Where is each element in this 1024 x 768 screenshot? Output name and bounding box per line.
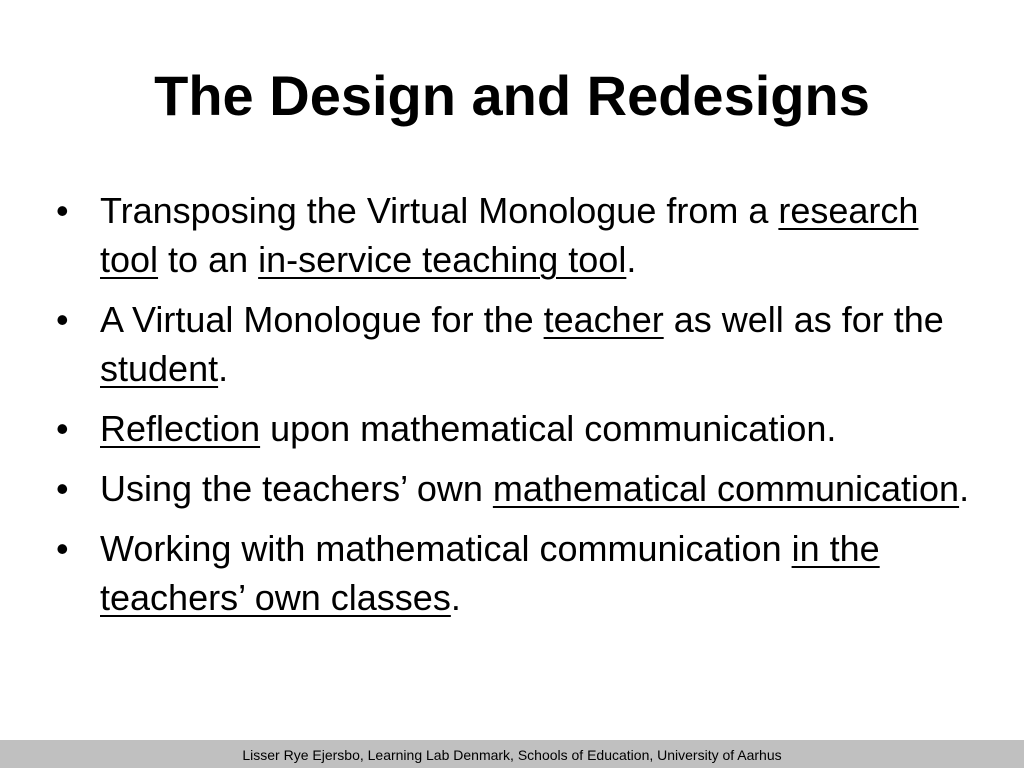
slide-footer: Lisser Rye Ejersbo, Learning Lab Denmark, Schools of Education, University of Aarhus (0, 740, 1024, 768)
bullet-text (100, 190, 918, 280)
bullet-item (56, 295, 976, 393)
bullet-text (100, 468, 969, 509)
bullet-marker: • (56, 528, 69, 569)
underlined-term: Reflection (100, 408, 261, 449)
bullet-text (100, 408, 836, 449)
slide-title: The Design and Redesigns (154, 64, 870, 127)
underlined-term: teacher (543, 299, 664, 340)
bullet-item (56, 404, 976, 453)
bullet-marker: • (56, 468, 69, 509)
text-segment: Using the teachers’ own (100, 468, 493, 509)
bullet-list (56, 186, 976, 633)
bullet-marker: • (56, 299, 69, 340)
underlined-term: in-service teaching tool (258, 239, 627, 280)
text-segment: Working with mathematical communication (100, 528, 792, 569)
bullet-text (100, 299, 944, 389)
text-segment: upon mathematical communication. (260, 408, 837, 449)
text-segment: . (959, 468, 970, 509)
bullet-marker: • (56, 190, 69, 231)
underlined-term: in the teachers’ own classes (100, 528, 880, 618)
text-segment: . (450, 577, 461, 618)
text-segment: A Virtual Monologue for the (100, 299, 544, 340)
bullet-item (56, 464, 976, 513)
text-segment: to an (158, 239, 259, 280)
text-segment: . (218, 348, 229, 389)
text-segment: as well as for the (663, 299, 944, 340)
bullet-item (56, 186, 976, 284)
underlined-term: student (100, 348, 219, 389)
text-segment: Transposing the Virtual Monologue from a (100, 190, 779, 231)
text-segment: . (626, 239, 637, 280)
underlined-term: mathematical communication (492, 468, 960, 509)
bullet-text (100, 528, 880, 618)
bullet-marker: • (56, 408, 69, 449)
bullet-item (56, 524, 976, 622)
underlined-term: research tool (100, 190, 919, 280)
